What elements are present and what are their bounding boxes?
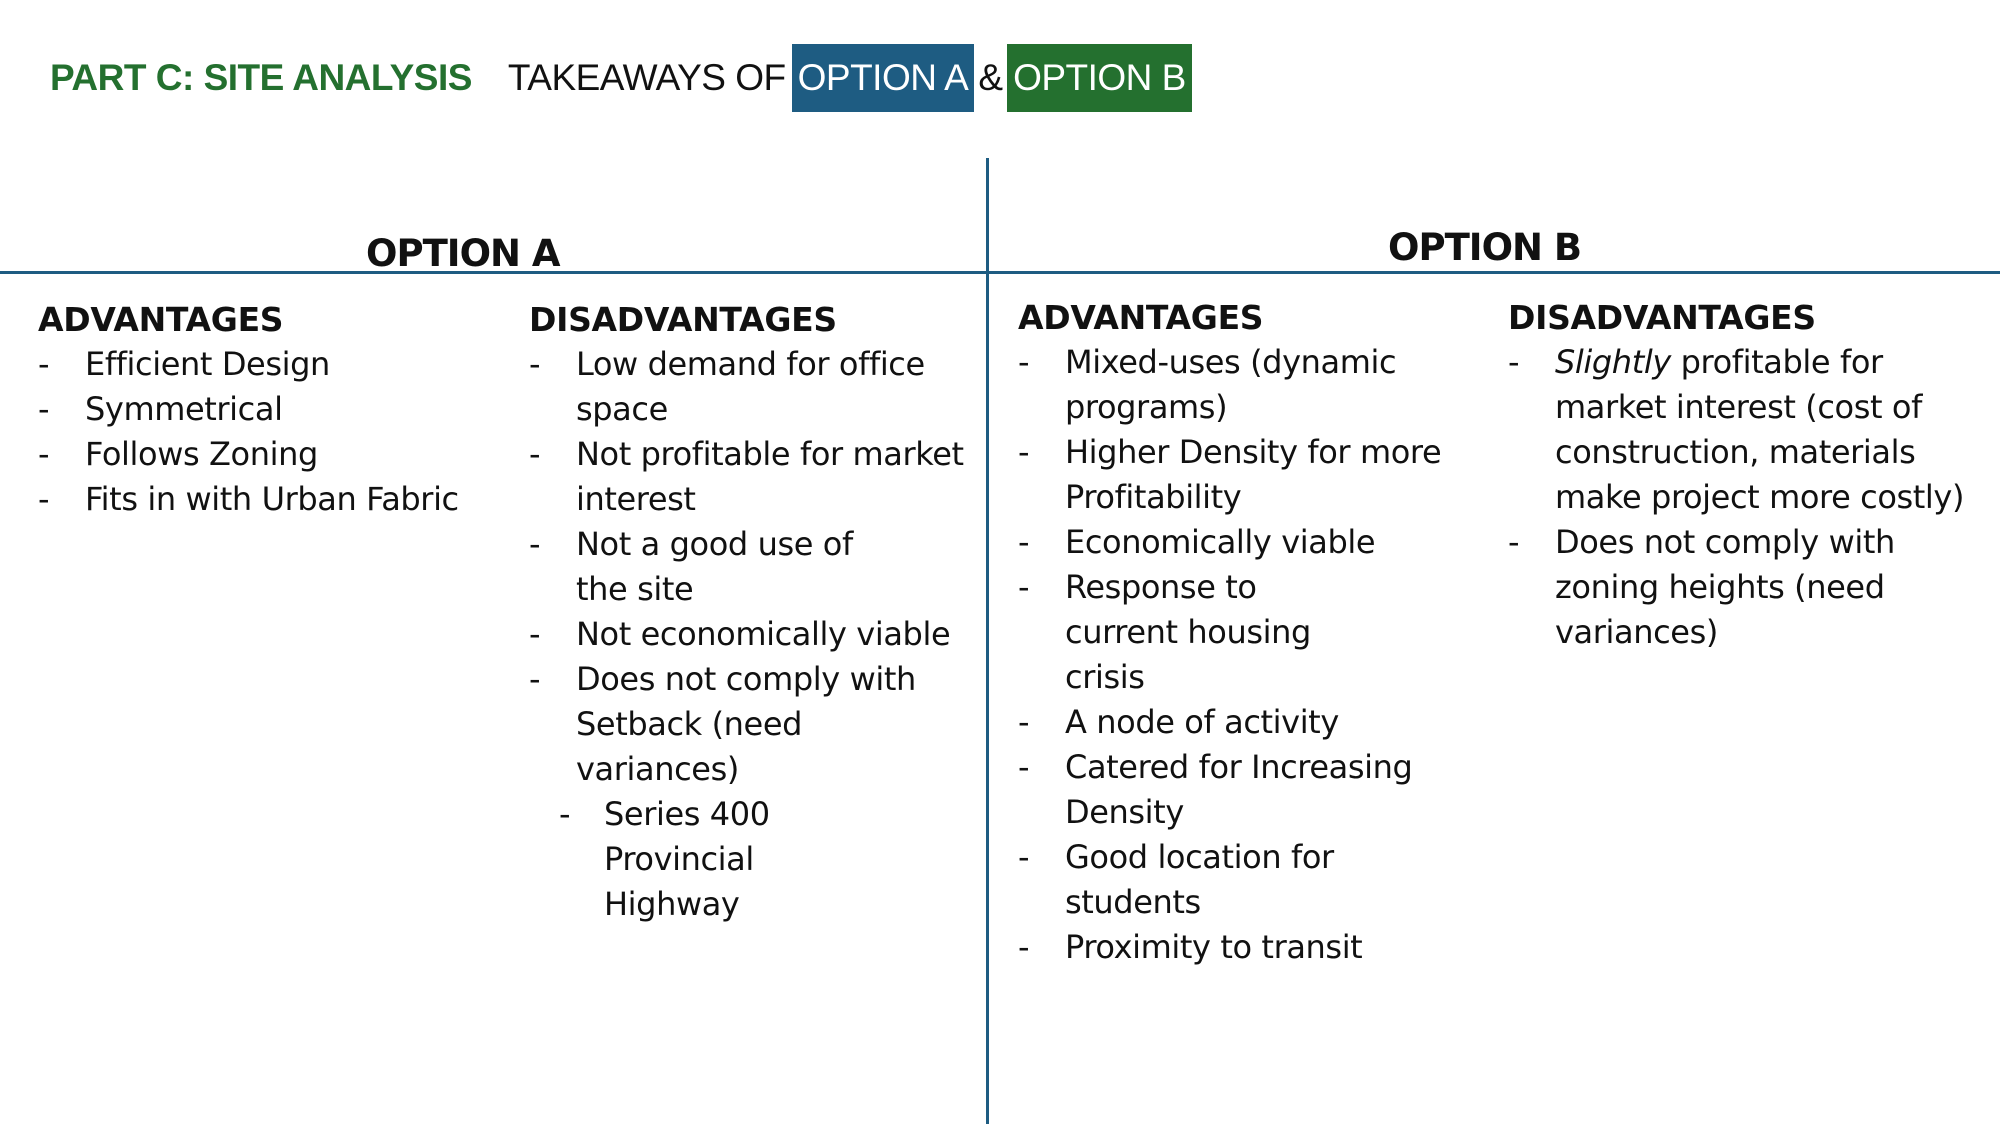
- list-item: - Response to current housing crisis: [1018, 565, 1478, 700]
- list-item: - Fits in with Urban Fabric: [38, 477, 618, 522]
- list-item: - Follows Zoning: [38, 432, 618, 477]
- list-item: - Good location for students: [1018, 835, 1478, 925]
- list-item: - Higher Density for more Profitability: [1018, 430, 1478, 520]
- option-a-heading: OPTION A: [366, 232, 560, 275]
- list-item: - A node of activity: [1018, 700, 1478, 745]
- advantages-list: [1018, 340, 1478, 970]
- option-b-disadvantages: [1508, 296, 1993, 655]
- list-item: - Not profitable for market interest: [529, 432, 984, 522]
- list-item: [1508, 340, 1993, 520]
- sub-list: [529, 792, 984, 927]
- list-item: - Economically viable: [1018, 520, 1478, 565]
- part-title: PART C: SITE ANALYSIS: [50, 57, 472, 98]
- column-title: DISADVANTAGES: [1508, 298, 1816, 337]
- emphasis-text: Slightly: [1555, 343, 1671, 381]
- horizontal-divider: [0, 271, 2000, 274]
- list-item: - Not a good use of the site: [529, 522, 984, 612]
- option-b-heading: OPTION B: [1388, 226, 1582, 269]
- slide-header: [50, 44, 1192, 112]
- disadvantages-list: [529, 342, 984, 792]
- list-item: - Catered for Increasing Density: [1018, 745, 1478, 835]
- list-item: - Does not comply with zoning heights (need variances): [1508, 520, 1993, 655]
- list-item: - Mixed-uses (dynamic programs): [1018, 340, 1478, 430]
- option-b-advantages: [1018, 296, 1478, 970]
- list-item: - Low demand for office space: [529, 342, 984, 432]
- list-item: - Efficient Design: [38, 342, 618, 387]
- column-title: ADVANTAGES: [38, 300, 284, 339]
- item-text: profitable for market interest (cost of construction, materials make project more costly): [1555, 343, 1965, 516]
- option-a-disadvantages: [529, 298, 984, 927]
- column-title: DISADVANTAGES: [529, 300, 837, 339]
- list-item: - Symmetrical: [38, 387, 618, 432]
- option-a-badge: OPTION A: [792, 44, 975, 112]
- disadvantages-list: [1508, 340, 1993, 655]
- sub-list-item: - Series 400 Provincial Highway: [529, 792, 984, 927]
- list-item: - Does not comply with Setback (need variances): [529, 657, 984, 792]
- column-title: ADVANTAGES: [1018, 298, 1264, 337]
- option-b-badge: OPTION B: [1007, 44, 1192, 112]
- ampersand: &: [978, 57, 1004, 98]
- list-item: - Proximity to transit: [1018, 925, 1478, 970]
- takeaways-label: TAKEAWAYS OF: [507, 57, 786, 98]
- list-item: - Not economically viable: [529, 612, 984, 657]
- vertical-divider: [986, 158, 989, 1124]
